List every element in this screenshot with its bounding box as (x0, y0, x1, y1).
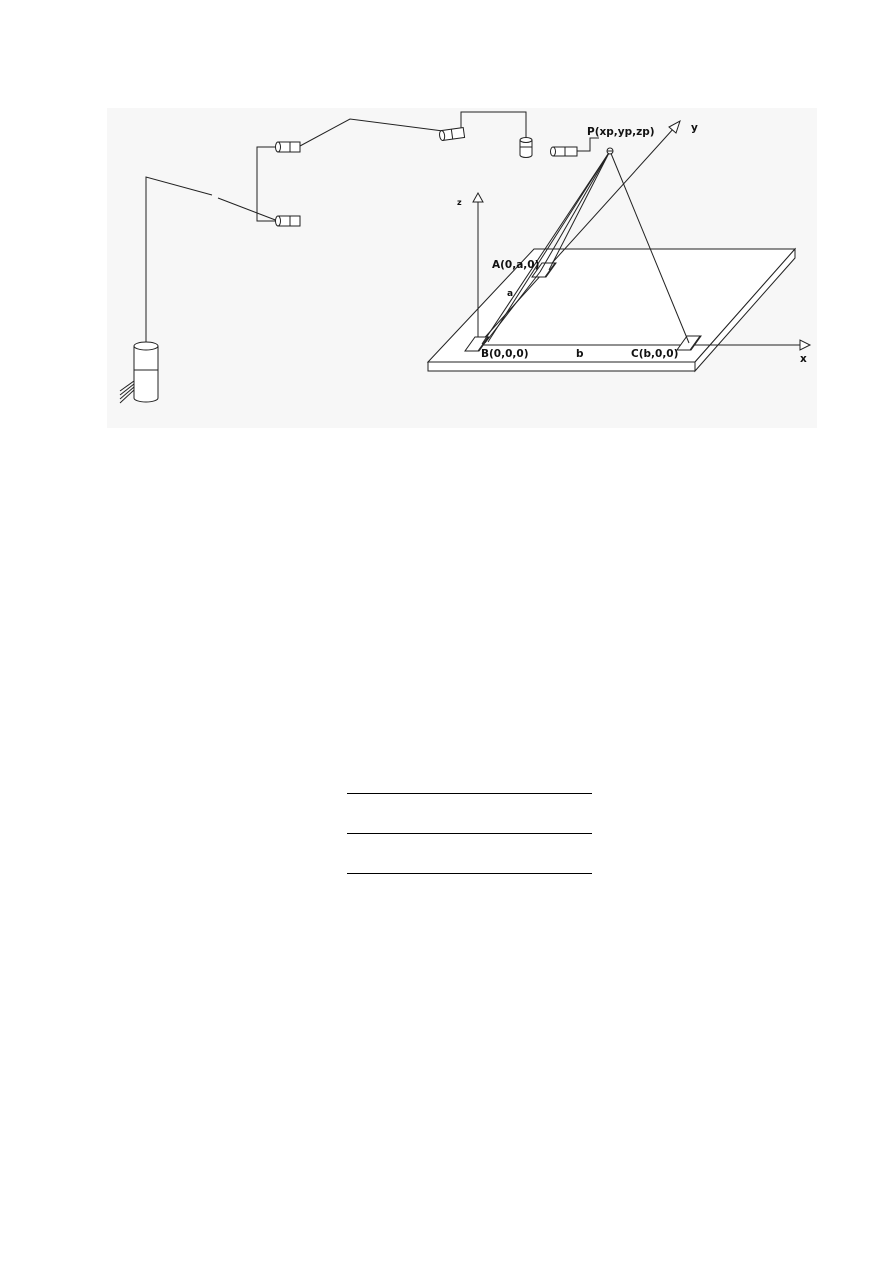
table-bottom-rule (347, 873, 592, 874)
joint-lower (276, 216, 301, 226)
label-point-c: C(b,0,0) (631, 348, 679, 360)
label-axis-x: x (800, 353, 807, 365)
label-dim-b: b (576, 348, 584, 360)
label-point-p: P(xp,yp,zp) (587, 126, 655, 138)
joint-upper (276, 142, 301, 152)
measurement-diagram (0, 0, 893, 440)
table-top-rule (347, 793, 592, 794)
label-axis-y: y (691, 122, 698, 134)
label-point-a: A(0,a,0) (492, 259, 540, 271)
point-p-marker (607, 148, 613, 154)
table-mid-rule (347, 833, 592, 834)
label-dim-a: a (507, 289, 514, 299)
label-point-b: B(0,0,0) (481, 348, 529, 360)
joint-end (520, 138, 532, 158)
label-axis-z: z (457, 198, 462, 207)
